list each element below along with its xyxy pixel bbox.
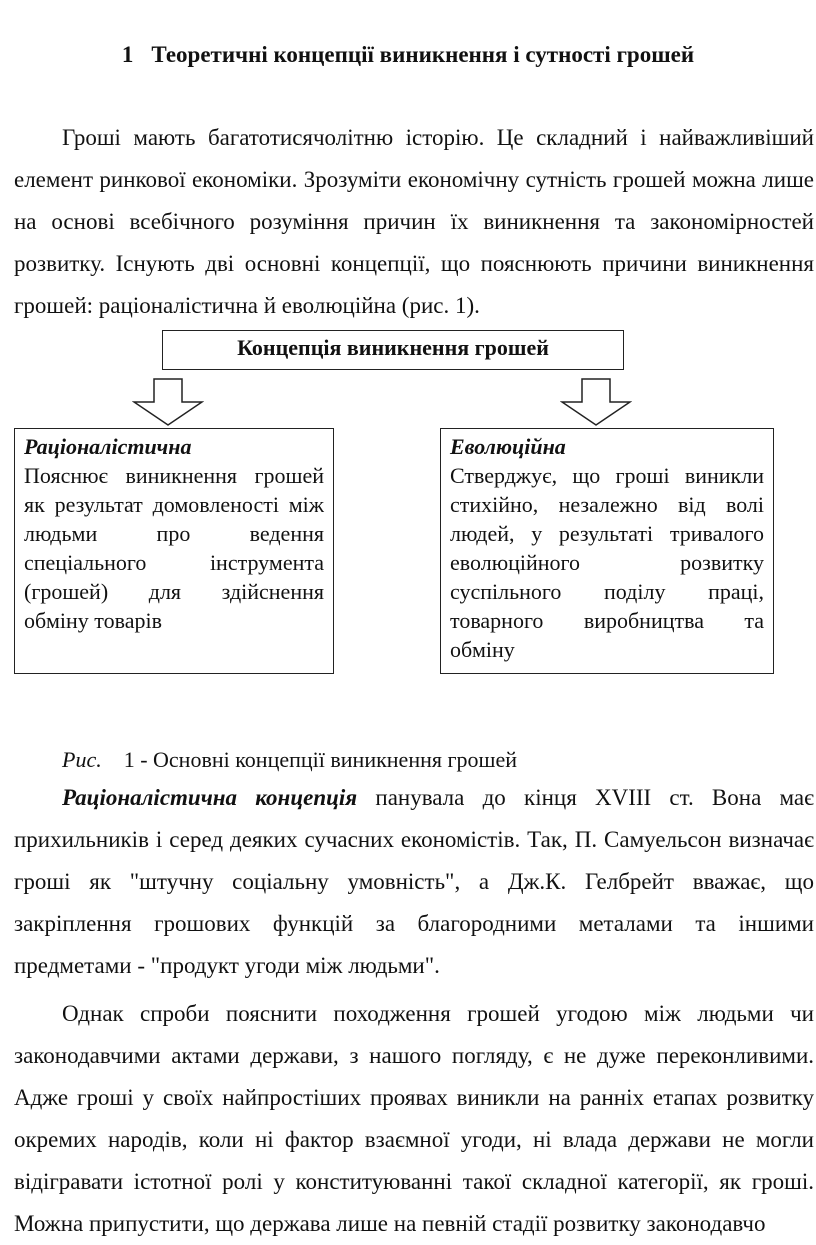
- rationalist-paragraph: [14, 777, 814, 987]
- section-title: Теоретичні концепції виникнення і сутності грошей: [151, 42, 695, 67]
- section-heading: [0, 40, 816, 70]
- rationalist-concept-title: Раціоналістична: [24, 434, 192, 459]
- rationalist-lead-term: Раціоналістична концепція: [62, 785, 358, 810]
- rationalist-concept-box: [14, 428, 334, 674]
- down-arrow-left-icon: [132, 378, 204, 426]
- rationalist-paragraph-text: панувала до кінця XVIII ст. Вона має прихильників і серед деяких сучасних економістів. Так, П. Самуельсон визначає гроші як "штучну соціальну умовність", а Дж.К. Гелбрейт вважає, що закріплення грошових функцій за благородними металами та іншими предметами - "продукт угоди між людьми".: [14, 785, 814, 978]
- figure-caption: [62, 745, 517, 775]
- diagram-root-box: Концепція виникнення грошей: [162, 330, 624, 370]
- evolutionary-concept-text: Стверджує, що гроші виникли стихійно, незалежно від волі людей, у результаті тривалого еволюційного розвитку суспільного поділу праці, товарного виробництва та обміну: [450, 463, 764, 662]
- rationalist-concept-text: Пояснює виникнення грошей як результат домовленості між людьми про ведення спеціального інструмента (грошей) для здійснення обміну товарів: [24, 463, 324, 633]
- evolutionary-concept-box: [440, 428, 774, 674]
- evolutionary-concept-title: Еволюційна: [450, 434, 566, 459]
- critique-paragraph: Однак спроби пояснити походження грошей угодою між людьми чи законодавчими актами держави, з нашого погляду, є не дуже переконливими. Адже гроші у своїх найпростіших проявах виникли на ранніх етапах розвитку окремих народів, коли ні фактор взаємної угоди, ні влада держави не могли відігравати істотної ролі у конституюванні такої складної категорії, як гроші. Можна припустити, що держава лише на певній стадії розвитку законодавчо: [14, 1001, 814, 1236]
- section-number: 1: [121, 42, 134, 67]
- figure-caption-text: 1 - Основні концепції виникнення грошей: [123, 747, 517, 772]
- figure-label: Рис.: [62, 747, 102, 772]
- down-arrow-right-icon: [560, 378, 632, 426]
- intro-paragraph: Гроші мають багатотисячолітню історію. Це складний і найважливіший елемент ринкової економіки. Зрозуміти економічну сутність грошей можна лише на основі всебічного розуміння причин їх виникнення та закономірностей розвитку. Існують дві основні концепції, що пояснюють причини виникнення грошей: раціоналістична й еволюційна (рис. 1).: [14, 125, 814, 318]
